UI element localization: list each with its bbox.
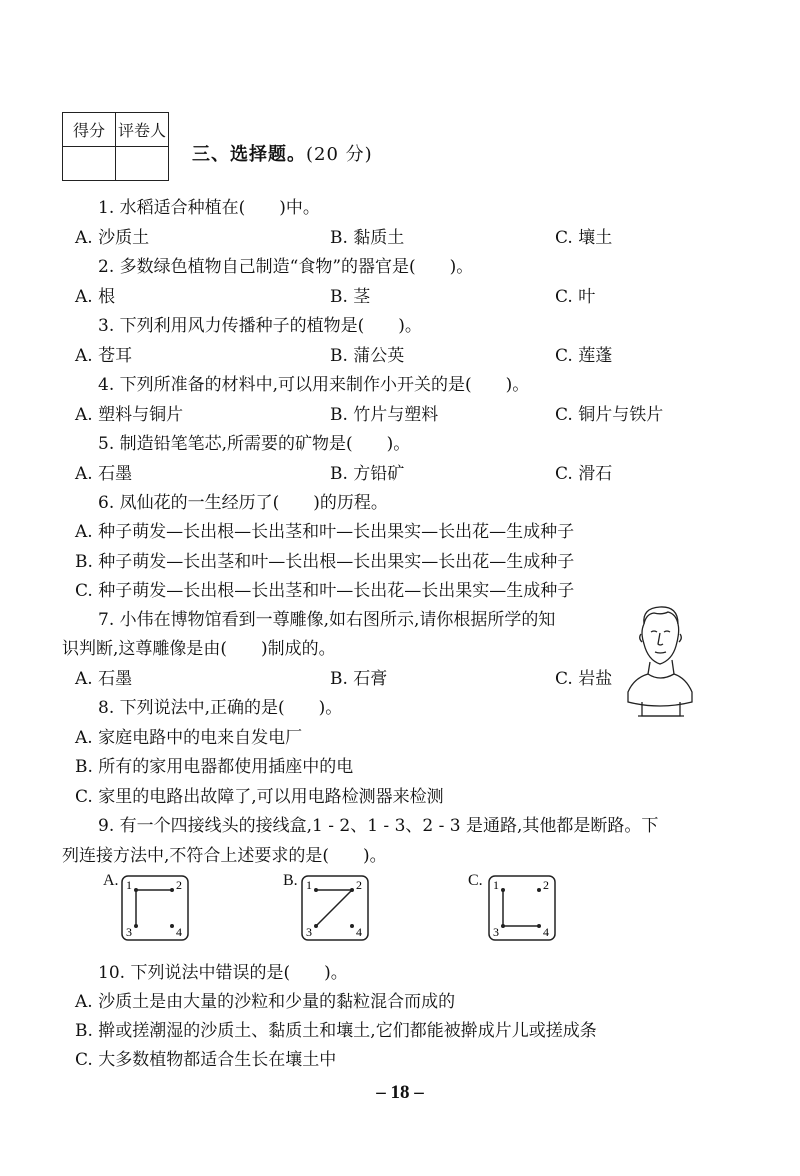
diagram-c-node-1: 1 xyxy=(493,878,499,892)
question-9: 9. 有一个四接线头的接线盒,1 - 2、1 - 3、2 - 3 是通路,其他都是断路。下 xyxy=(98,816,659,836)
question-8: 8. 下列说法中,正确的是( )。 xyxy=(98,698,343,718)
q5-option-b[interactable]: B. 方铅矿 xyxy=(330,464,405,484)
diagram-a-label[interactable]: A. xyxy=(103,872,119,889)
question-2: 2. 多数绿色植物自己制造“食物”的器官是( )。 xyxy=(98,257,474,277)
question-7-cont: 识判断,这尊雕像是由( )制成的。 xyxy=(62,639,336,659)
diagram-c-label[interactable]: C. xyxy=(468,872,483,889)
q3-option-a[interactable]: A. 苍耳 xyxy=(75,346,133,366)
diagram-a-node-1: 1 xyxy=(126,878,132,892)
q4-option-a[interactable]: A. 塑料与铜片 xyxy=(75,405,184,425)
score-box xyxy=(62,112,169,181)
q1-option-b[interactable]: B. 黏质土 xyxy=(330,228,405,248)
q1-option-c[interactable]: C. 壤土 xyxy=(555,228,613,248)
score-cell[interactable] xyxy=(63,147,116,181)
diagram-b-node-1: 1 xyxy=(306,878,312,892)
question-6: 6. 凤仙花的一生经历了( )的历程。 xyxy=(98,493,388,513)
section-title-text: 三、选择题。 xyxy=(192,144,306,165)
question-4: 4. 下列所准备的材料中,可以用来制作小开关的是( )。 xyxy=(98,375,530,395)
q6-option-c[interactable]: C. 种子萌发—长出根—长出茎和叶—长出花—长出果实—生成种子 xyxy=(75,581,575,601)
grader-header: 评卷人 xyxy=(116,113,169,147)
q4-option-b[interactable]: B. 竹片与塑料 xyxy=(330,405,439,425)
diagram-b-node-4: 4 xyxy=(356,925,362,939)
q5-option-a[interactable]: A. 石墨 xyxy=(75,464,133,484)
q2-option-c[interactable]: C. 叶 xyxy=(555,287,596,307)
q8-option-b[interactable]: B. 所有的家用电器都使用插座中的电 xyxy=(75,757,354,777)
question-3: 3. 下列利用风力传播种子的植物是( )。 xyxy=(98,316,422,336)
diagram-b-label[interactable]: B. xyxy=(283,872,298,889)
page-number: – 18 – xyxy=(376,1082,424,1103)
q7-option-a[interactable]: A. 石墨 xyxy=(75,669,133,689)
diagram-c xyxy=(485,872,561,944)
q2-option-b[interactable]: B. 茎 xyxy=(330,287,371,307)
question-1: 1. 水稻适合种植在( )中。 xyxy=(98,198,320,218)
question-5: 5. 制造铅笔笔芯,所需要的矿物是( )。 xyxy=(98,434,411,454)
diagram-a xyxy=(118,872,194,944)
q3-option-b[interactable]: B. 蒲公英 xyxy=(330,346,405,366)
q8-option-c[interactable]: C. 家里的电路出故障了,可以用电路检测器来检测 xyxy=(75,787,444,807)
q10-option-b[interactable]: B. 擀或搓潮湿的沙质土、黏质土和壤土,它们都能被擀成片儿或搓成条 xyxy=(75,1021,597,1041)
statue-bust-illustration xyxy=(620,602,700,720)
diagram-b-node-3: 3 xyxy=(306,925,312,939)
q7-option-c[interactable]: C. 岩盐 xyxy=(555,669,613,689)
q7-option-b[interactable]: B. 石膏 xyxy=(330,669,388,689)
diagram-a-node-2: 2 xyxy=(176,878,182,892)
question-9-cont: 列连接方法中,不符合上述要求的是( )。 xyxy=(62,846,387,866)
score-header: 得分 xyxy=(63,113,116,147)
q6-option-a[interactable]: A. 种子萌发—长出根—长出茎和叶—长出果实—长出花—生成种子 xyxy=(75,522,575,542)
question-10: 10. 下列说法中错误的是( )。 xyxy=(98,963,348,983)
diagram-c-node-3: 3 xyxy=(493,925,499,939)
section-title xyxy=(192,140,373,166)
diagram-a-node-4: 4 xyxy=(176,925,182,939)
question-7: 7. 小伟在博物馆看到一尊雕像,如右图所示,请你根据所学的知 xyxy=(98,610,556,630)
q8-option-a[interactable]: A. 家庭电路中的电来自发电厂 xyxy=(75,728,303,748)
q5-option-c[interactable]: C. 滑石 xyxy=(555,464,613,484)
diagram-a-node-3: 3 xyxy=(126,925,132,939)
q3-option-c[interactable]: C. 莲蓬 xyxy=(555,346,613,366)
q10-option-a[interactable]: A. 沙质土是由大量的沙粒和少量的黏粒混合而成的 xyxy=(75,992,456,1012)
diagram-b-node-2: 2 xyxy=(356,878,362,892)
q6-option-b[interactable]: B. 种子萌发—长出茎和叶—长出根—长出果实—长出花—生成种子 xyxy=(75,552,575,572)
q2-option-a[interactable]: A. 根 xyxy=(75,287,116,307)
diagram-c-node-4: 4 xyxy=(543,925,549,939)
diagram-c-node-2: 2 xyxy=(543,878,549,892)
q1-option-a[interactable]: A. 沙质土 xyxy=(75,228,150,248)
diagram-b xyxy=(298,872,374,944)
q4-option-c[interactable]: C. 铜片与铁片 xyxy=(555,405,664,425)
grader-cell[interactable] xyxy=(116,147,169,181)
section-points: (20 分) xyxy=(306,144,373,165)
q10-option-c[interactable]: C. 大多数植物都适合生长在壤土中 xyxy=(75,1050,337,1070)
